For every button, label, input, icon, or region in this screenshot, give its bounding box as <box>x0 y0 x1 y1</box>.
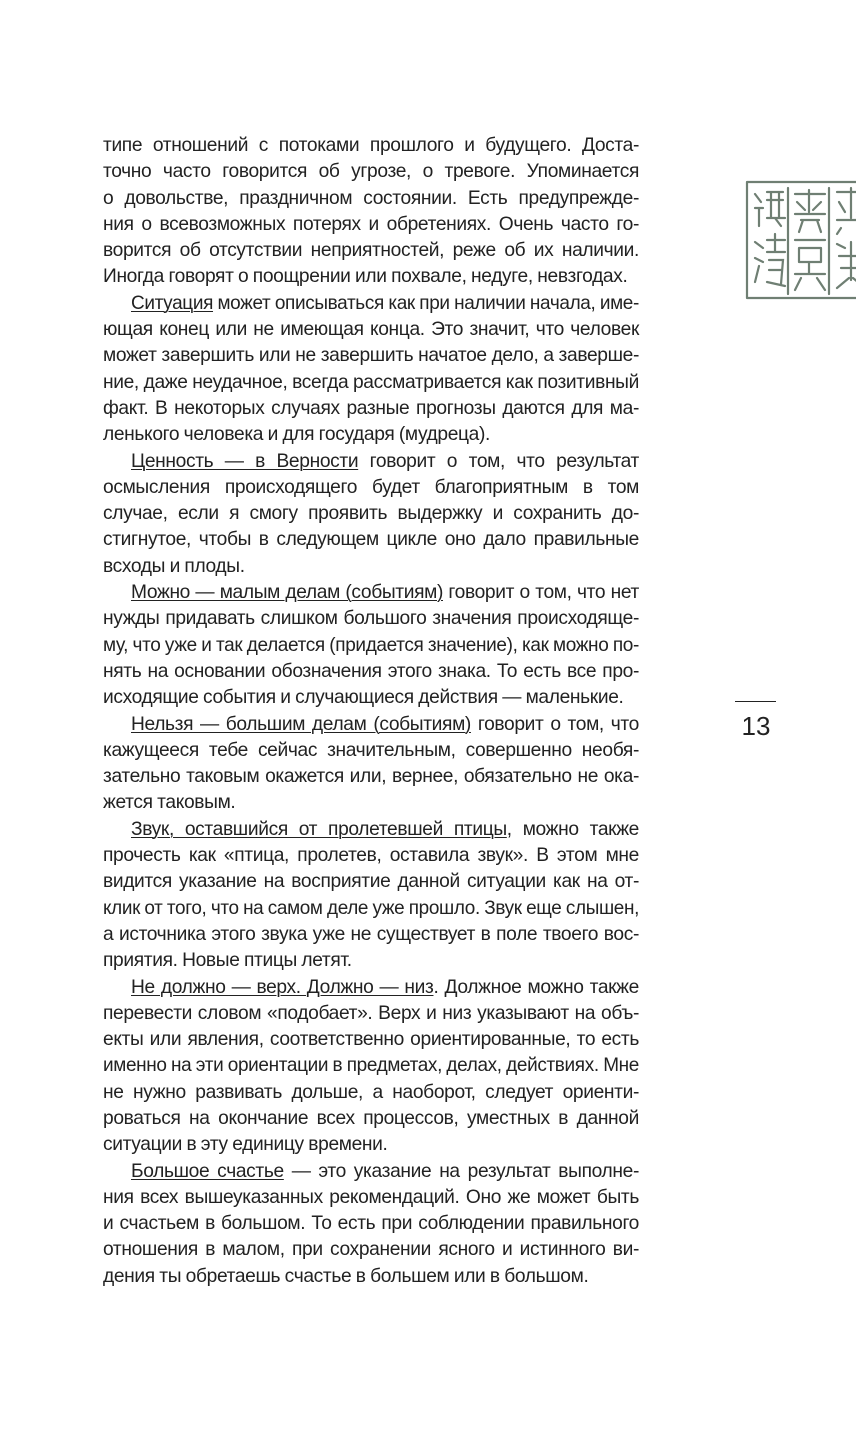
text-line <box>103 1264 639 1290</box>
text-segment: ние, даже неудачное, всегда рассматривается как позитивный <box>103 371 639 393</box>
line-content <box>103 661 639 682</box>
line-content <box>103 924 639 945</box>
line-content <box>103 240 639 261</box>
text-segment: ния всех вышеуказанных рекомендаций. Оно же может быть <box>103 1186 639 1208</box>
line-content <box>103 896 639 922</box>
text-segment: дения ты обретаешь счастье в большем или в большом. <box>103 1265 589 1287</box>
line-content <box>103 1213 639 1234</box>
line-content <box>103 740 639 761</box>
line-content <box>131 819 639 840</box>
page-number-rule <box>735 701 776 702</box>
text-segment: стигнутое, чтобы в следующем цикле оно дало правильные <box>103 529 639 551</box>
text-line <box>103 317 639 343</box>
line-content <box>103 266 627 287</box>
text-line <box>103 712 639 738</box>
line-content <box>131 291 639 317</box>
text-segment: — это указание на результат выполне- <box>283 1160 639 1182</box>
line-content <box>103 372 639 393</box>
line-content <box>103 687 624 708</box>
body-text <box>103 133 639 1290</box>
text-segment: нять на основании обозначения этого знака. То есть все про- <box>103 660 639 682</box>
line-content <box>103 503 639 524</box>
text-line <box>103 1053 639 1079</box>
text-segment: говорит о том, что результат <box>358 450 639 472</box>
text-line <box>103 264 639 290</box>
text-segment: именно на эти ориентации в предметах, делах, действиях. Мне <box>103 1055 639 1077</box>
line-content <box>131 977 639 998</box>
underlined-term: Звук, оставшийся от пролетевшей птицы <box>131 818 507 840</box>
text-line <box>103 633 639 659</box>
text-line <box>103 922 639 948</box>
line-content <box>131 451 639 472</box>
line-content <box>103 1108 639 1129</box>
text-line <box>103 1001 639 1027</box>
text-line <box>103 1027 639 1053</box>
text-segment: жется таковым. <box>103 792 236 814</box>
text-line <box>103 1106 639 1132</box>
line-content <box>103 1187 639 1208</box>
line-content <box>103 161 639 182</box>
text-segment: . Должное можно также <box>433 976 639 998</box>
line-content <box>103 477 639 498</box>
text-line <box>103 291 639 317</box>
line-content <box>103 214 639 235</box>
line-content <box>131 1161 639 1182</box>
text-segment: может завершить или не завершить начатое дело, а заверше- <box>103 345 639 367</box>
text-segment: приятия. Новые птицы летят. <box>103 950 352 972</box>
text-line <box>103 159 639 185</box>
chinese-seal-stamp <box>741 178 856 302</box>
text-segment: клик от того, что на самом деле уже прошло. Звук еще слышен, <box>103 897 639 919</box>
text-segment: перевести словом «подобает». Верх и низ указывают на объ- <box>103 1002 639 1024</box>
text-line <box>103 580 639 606</box>
line-content <box>131 714 639 735</box>
line-content <box>103 845 639 866</box>
line-content <box>103 135 639 156</box>
text-line <box>103 843 639 869</box>
line-content <box>131 582 639 603</box>
text-segment: прочесть как «птица, пролетев, оставила звук». В этом мне <box>103 845 639 867</box>
text-line <box>103 186 639 212</box>
line-content <box>103 398 639 419</box>
text-segment: ющая конец или не имеющая конца. Это значит, что человек <box>103 319 639 341</box>
text-line <box>103 1237 639 1263</box>
text-line <box>103 685 639 711</box>
text-line <box>103 764 639 790</box>
text-line <box>103 1080 639 1106</box>
text-segment: ния о всевозможных потерях и обретениях. Очень часто го- <box>103 213 639 235</box>
text-line <box>103 975 639 1001</box>
text-line <box>103 475 639 501</box>
text-segment: екты или явления, соответственно ориентированные, то есть <box>103 1029 639 1051</box>
line-content <box>103 556 245 577</box>
line-content <box>103 424 490 445</box>
text-segment: типе отношений с потоками прошлого и будущего. Доста- <box>103 135 639 156</box>
text-line <box>103 948 639 974</box>
text-segment: может описываться как при наличии начала, име- <box>213 292 639 314</box>
text-segment: ситуации в эту единицу времени. <box>103 1134 388 1156</box>
text-line <box>103 527 639 553</box>
text-line <box>103 738 639 764</box>
text-line <box>103 869 639 895</box>
text-line <box>103 343 639 369</box>
text-segment: Иногда говорят о поощрении или похвале, недуге, невзгодах. <box>103 266 628 288</box>
text-line <box>103 1132 639 1158</box>
underlined-term: Можно — малым делам (событиям) <box>131 582 443 604</box>
underlined-term: Большое счастье <box>131 1160 284 1182</box>
line-content <box>103 1003 639 1024</box>
line-content <box>103 529 639 550</box>
text-segment: ленького человека и для государя (мудреца). <box>103 424 491 446</box>
text-segment: говорит о том, что <box>470 713 639 735</box>
text-line <box>103 370 639 396</box>
text-line <box>103 1185 639 1211</box>
line-content <box>103 792 235 813</box>
text-segment: ворится об отсутствии неприятностей, реже об их наличии. <box>103 240 639 262</box>
line-content <box>103 1029 639 1050</box>
text-segment: осмысления происходящего будет благоприятным в том <box>103 476 639 498</box>
text-line <box>103 790 639 816</box>
text-line <box>103 1159 639 1185</box>
text-segment: факт. В некоторых случаях разные прогнозы даются для ма- <box>103 397 639 419</box>
line-content <box>103 319 639 340</box>
text-line <box>103 554 639 580</box>
text-segment: видится указание на восприятие данной ситуации как на от- <box>103 871 639 893</box>
text-segment: роваться на окончание всех процессов, уместных в данной <box>103 1107 639 1129</box>
line-content <box>103 1082 639 1103</box>
text-segment: о довольстве, праздничном состоянии. Есть предупрежде- <box>103 187 639 209</box>
page-number: 13 <box>741 711 771 741</box>
line-content <box>103 608 639 629</box>
text-segment: исходящие события и случающиеся действия — маленькие. <box>103 687 624 709</box>
text-line <box>103 659 639 685</box>
text-line <box>103 422 639 448</box>
text-line <box>103 1211 639 1237</box>
text-segment: случае, если я смогу проявить выдержку и сохранить до- <box>103 503 639 525</box>
text-line <box>103 212 639 238</box>
underlined-term: Ситуация <box>131 292 214 314</box>
text-segment: и счастьем в большом. То есть при соблюдении правильного <box>103 1213 639 1235</box>
line-content <box>103 766 639 787</box>
line-content <box>103 633 639 659</box>
text-line <box>103 606 639 632</box>
text-segment: му, что уже и так делается (придается значение), как можно по- <box>103 634 639 656</box>
line-content <box>103 1134 388 1155</box>
line-content <box>103 950 352 971</box>
text-segment: не нужно развивать дольше, а наоборот, следует ориенти- <box>103 1081 639 1103</box>
line-content <box>103 871 639 892</box>
text-segment: а источника этого звука уже не существует в поле твоего вос- <box>103 923 639 945</box>
text-segment: зательно таковым окажется или, вернее, обязательно не ока- <box>103 766 639 788</box>
text-line <box>103 817 639 843</box>
text-segment: отношения в малом, при сохранении ясного и истинного ви- <box>103 1239 639 1261</box>
text-line <box>103 449 639 475</box>
text-line <box>103 396 639 422</box>
text-line <box>103 896 639 922</box>
text-line <box>103 501 639 527</box>
text-line <box>103 238 639 264</box>
text-segment: говорит о том, что нет <box>443 582 639 604</box>
line-content <box>103 1266 588 1287</box>
line-content <box>103 345 639 366</box>
text-segment: всходы и плоды. <box>103 555 245 577</box>
text-segment: кажущееся тебе сейчас значительным, совершенно необя- <box>103 739 639 761</box>
line-content <box>103 188 639 209</box>
line-content <box>103 1053 639 1079</box>
underlined-term: Ценность — в Верности <box>131 450 359 472</box>
text-segment: нужды придавать слишком большого значения происходяще- <box>103 608 639 630</box>
underlined-term: Не должно — верх. Должно — низ <box>131 976 434 998</box>
text-segment: точно часто говорится об угрозе, о тревоге. Упоминается <box>103 161 639 183</box>
text-line <box>103 133 639 159</box>
underlined-term: Нельзя — большим делам (событиям) <box>131 713 471 735</box>
line-content <box>103 1239 639 1260</box>
text-segment: , можно также <box>506 818 640 840</box>
